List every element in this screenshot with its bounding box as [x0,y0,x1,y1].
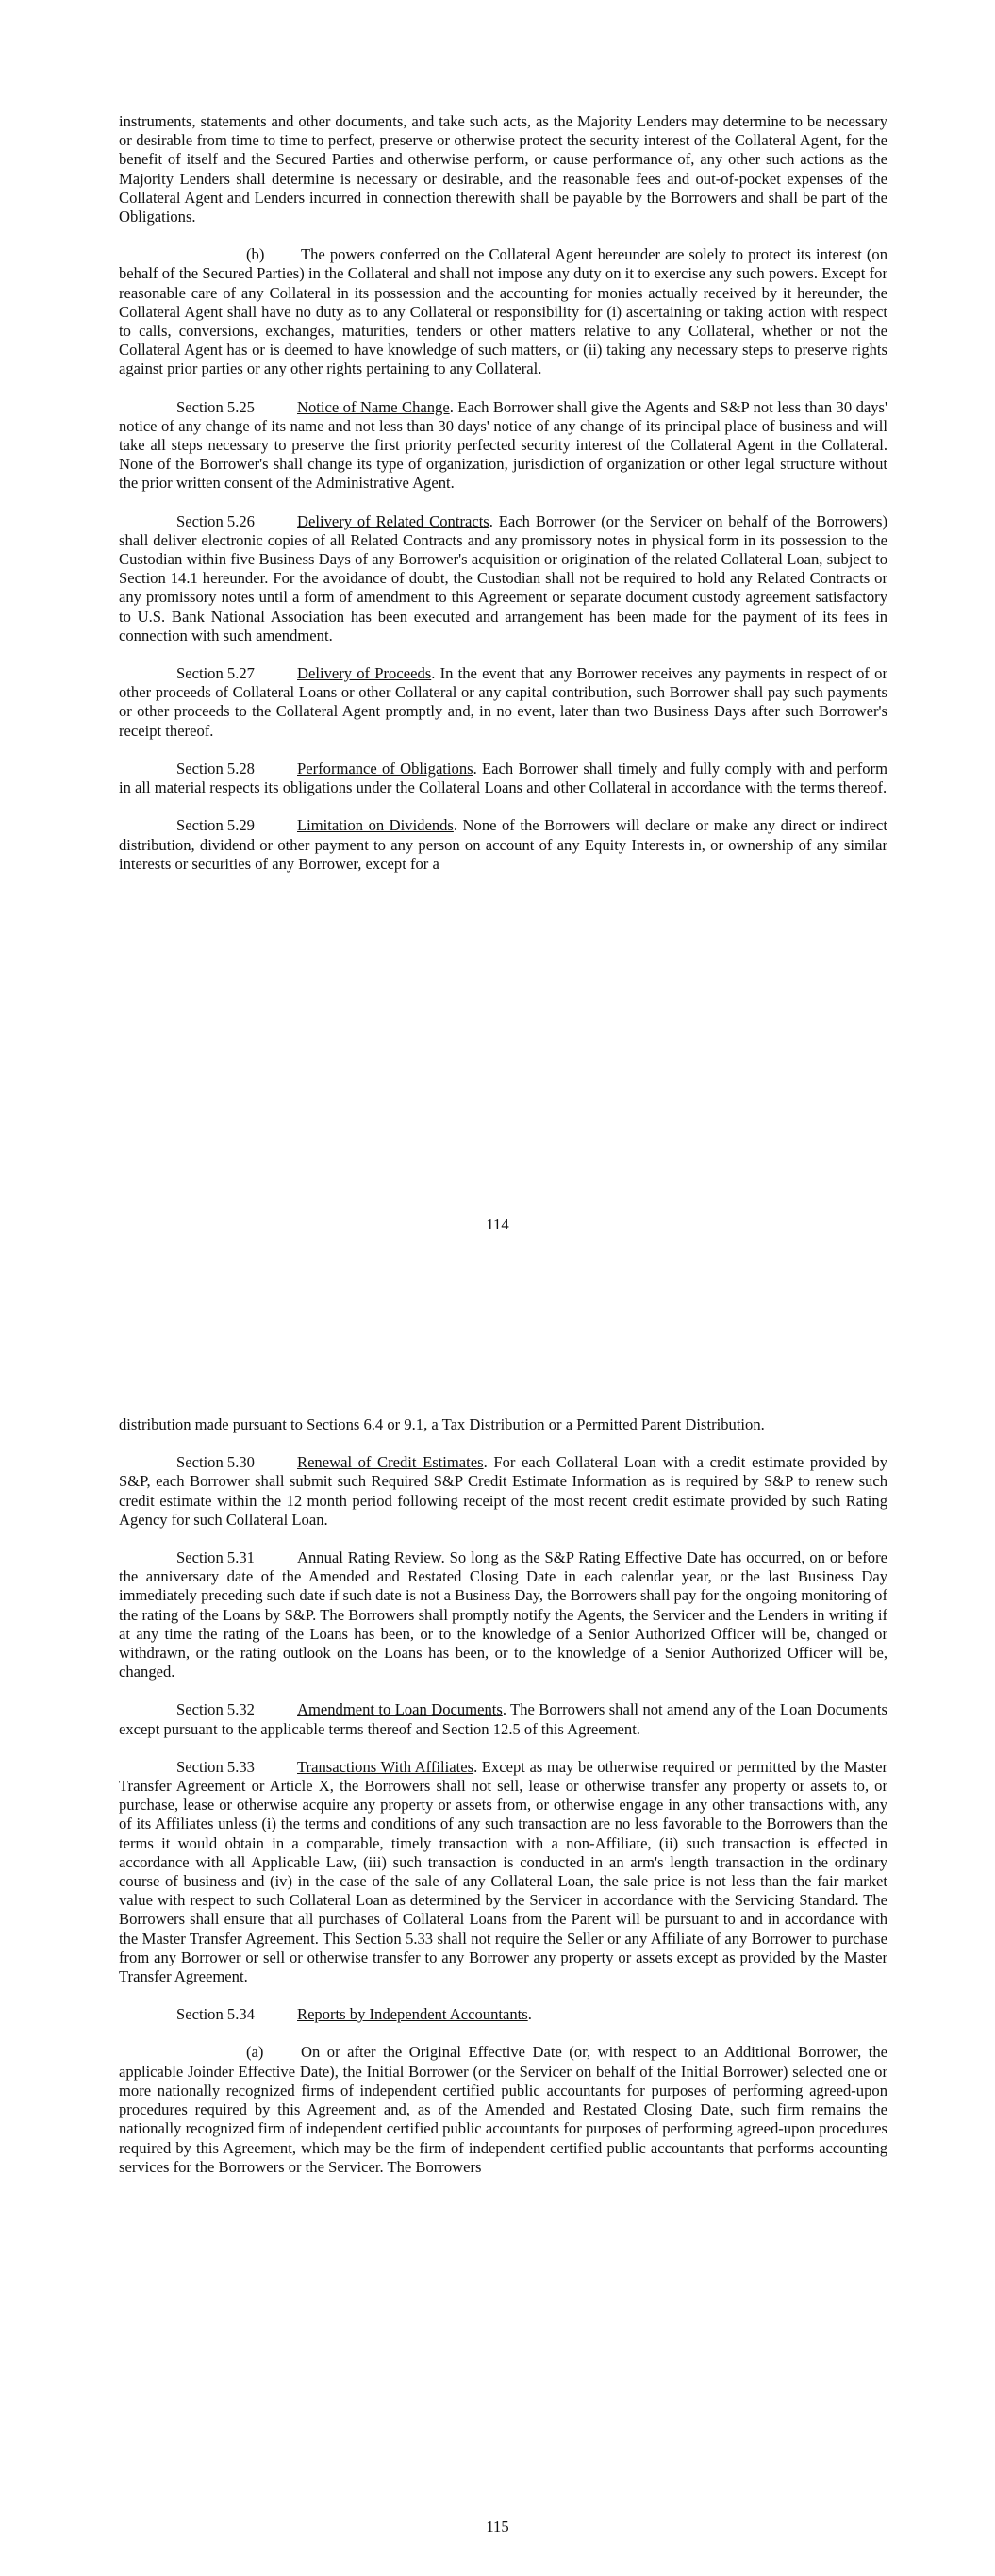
section-heading: Notice of Name Change [297,397,450,416]
section-heading: Annual Rating Review [297,1548,441,1567]
section-heading: Limitation on Dividends [297,816,454,835]
section-number: Section 5.34 [176,2005,255,2024]
section-number: Section 5.31 [176,1548,255,1567]
section-5-28: Section 5.28 Performance of Obligations. Each Borrower shall timely and fully comply with and perform in all material respects its obligations under the Collateral Loans and other Collateral in accordance with the terms thereof. [119,759,887,797]
section-number: Section 5.26 [176,511,255,530]
section-5-26: Section 5.26 Delivery of Related Contracts. Each Borrower (or the Servicer on behalf of the Borrowers) shall deliver electronic copies of all Related Contracts and any promissory notes in physical form in its possession to the Custodian within five Business Days of any Borrower's acquisition or origination of the related Collateral Loan, subject to Section 14.1 hereunder. For the avoidance of doubt, the Custodian shall not be required to hold any Related Contracts or any promissory notes until a form of amendment to this Agreement or separate document custody agreement satisfactory to U.S. Bank National Association has been executed and arrangement has been made for the payment of its fees in connection with such amendment. [119,511,887,644]
section-heading: Delivery of Proceeds [297,664,432,683]
section-5-25: Section 5.25 Notice of Name Change. Each Borrower shall give the Agents and S&P not less than 30 days' notice of any change of its name and not less than 30 days' notice of any change of its principal place of business and will take all steps necessary to preserve the first priority perfected security interest of the Collateral Agent in the Collateral. None of the Borrower's shall change its type of organization, jurisdiction of organization or other legal structure without the prior written consent of the Administrative Agent. [119,397,888,493]
section-heading: Delivery of Related Contracts [297,511,489,530]
section-5-31: Section 5.31 Annual Rating Review. So long as the S&P Rating Effective Date has occurred, on or before the anniversary date of the Amended and Restated Closing Date in each calendar year, or the last Business Day immediately preceding such date if such date is not a Business Day, the Borrowers shall pay for the ongoing monitoring of the rating of the Loans by S&P. The Borrowers shall promptly notify the Agents, the Servicer and the Lenders in writing if at any time the rating of the Loans has been, or to the knowledge of a Senior Authorized Officer will be, changed or withdrawn, or the rating outlook on the Loans has been, or to the knowledge of a Senior Authorized Officer will be, changed. [119,1548,887,1681]
page-115 [0,1288,995,2576]
section-5-30: Section 5.30 Renewal of Credit Estimates. For each Collateral Loan with a credit estimate provided by S&P, each Borrower shall submit such Required S&P Credit Estimate Information as is required by S&P to renew such credit estimate within the 12 month period following receipt of the most recent credit estimate provided by such Rating Agency for such Collateral Loan. [119,1453,887,1529]
section-heading: Renewal of Credit Estimates [297,1453,484,1472]
page-body [119,112,887,893]
section-heading: Transactions With Affiliates [297,1757,474,1776]
page-number: 114 [486,1215,509,1233]
section-number: Section 5.33 [176,1757,255,1776]
section-5-33: Section 5.33 Transactions With Affiliates. Except as may be otherwise required or permitted by the Master Transfer Agreement or Article X, the Borrowers shall not sell, lease or otherwise transfer any property or assets to, or purchase, lease or otherwise acquire any property or assets from, or otherwise engage in any other transactions with, any of its Affiliates unless (i) the terms and conditions of any such transaction are no less favorable to the Borrowers than the terms it would obtain in a comparable, timely transaction with a non-Affiliate, (ii) such transaction is effected in accordance with all Applicable Law, (iii) such transaction is conducted in an arm's length transaction in the ordinary course of business and (iv) in the case of the sale of any Collateral Loan, the sale price is not less than the fair market value with respect to such Collateral Loan as determined by the Servicer in accordance with the Servicing Standard. The Borrowers shall ensure that all purchases of Collateral Loans from the Parent will be pursuant to and in accordance with the Master Transfer Agreement. This Section 5.33 shall not require the Seller or any Affiliate of any Borrower to purchase from any Borrower or sell or otherwise transfer to any Borrower any property or assets except as provided by the Master Transfer Agreement. [119,1757,887,1986]
paragraph-b: (b) The powers conferred on the Collateral Agent hereunder are solely to protect its interest (on behalf of the Secured Parties) in the Collateral and shall not impose any duty on it to exercise any such powers. Except for reasonable care of any Collateral in its possession and the accounting for monies actually received by it hereunder, the Collateral Agent shall have no duty as to any Collateral or responsibility for (i) ascertaining or taking action with respect to calls, conversions, exchanges, maturities, tenders or other matters relative to any Collateral, whether or not the Collateral Agent has or is deemed to have knowledge of such matters, or (ii) taking any necessary steps to preserve rights against prior parties or any other rights pertaining to any Collateral. [119,245,887,378]
paragraph-continuation: distribution made pursuant to Sections 6.4 or 9.1, a Tax Distribution or a Permitted Parent Distribution. [119,1415,765,1433]
clause-label: (a) [246,2043,264,2062]
clause-label: (b) [246,245,265,264]
section-5-34: Section 5.34 Reports by Independent Accountants. [176,2005,532,2024]
section-number: Section 5.28 [176,759,255,778]
page-number: 115 [486,2517,509,2535]
page-body [119,1415,887,2196]
section-5-34-a: (a) On or after the Original Effective Date (or, with respect to an Additional Borrower, the applicable Joinder Effective Date), the Initial Borrower (or the Servicer on behalf of the Initial Borrower) selected one or more nationally recognized firms of independent certified public accountants for purposes of performing agreed-upon procedures required by this Agreement and, as of the Amended and Restated Closing Date, such firm remains the nationally recognized firm of independent certified public accountants for purposes of performing agreed-upon procedures required by this Agreement, which may be the firm of independent certified public accountants that performs accounting services for the Borrowers or the Servicer. The Borrowers [119,2043,887,2176]
section-heading: Performance of Obligations [297,759,473,778]
paragraph-intro: instruments, statements and other documents, and take such acts, as the Majority Lenders may determine to be necessary or desirable from time to time to perfect, preserve or otherwise protect the security interest of the Collateral Agent, for the benefit of itself and the Secured Parties and otherwise perform, or cause performance of, any other such actions as the Majority Lenders shall determine is necessary or desirable, and the reasonable fees and out-of-pocket expenses of the Collateral Agent and Lenders incurred in connection therewith shall be payable by the Borrowers and shall be part of the Obligations. [119,112,887,226]
section-number: Section 5.27 [176,664,255,683]
section-number: Section 5.25 [176,397,255,416]
section-number: Section 5.30 [176,1453,255,1472]
section-heading: Reports by Independent Accountants [297,2005,528,2024]
section-heading: Amendment to Loan Documents [297,1700,503,1719]
section-number: Section 5.29 [176,816,255,835]
section-5-32: Section 5.32 Amendment to Loan Documents. The Borrowers shall not amend any of the Loan Documents except pursuant to the applicable terms thereof and Section 12.5 of this Agreement. [119,1700,887,1738]
section-number: Section 5.32 [176,1700,255,1719]
section-5-29: Section 5.29 Limitation on Dividends. None of the Borrowers will declare or make any direct or indirect distribution, dividend or other payment to any person on account of any Equity Interests in, or ownership of any similar interests or securities of any Borrower, except for a [119,816,887,873]
section-5-27: Section 5.27 Delivery of Proceeds. In the event that any Borrower receives any payments in respect of or other proceeds of Collateral Loans or other Collateral or any capital contribution, such Borrower shall pay such payments or other proceeds to the Collateral Agent promptly and, in no event, later than two Business Days after such Borrower's receipt thereof. [119,664,887,740]
